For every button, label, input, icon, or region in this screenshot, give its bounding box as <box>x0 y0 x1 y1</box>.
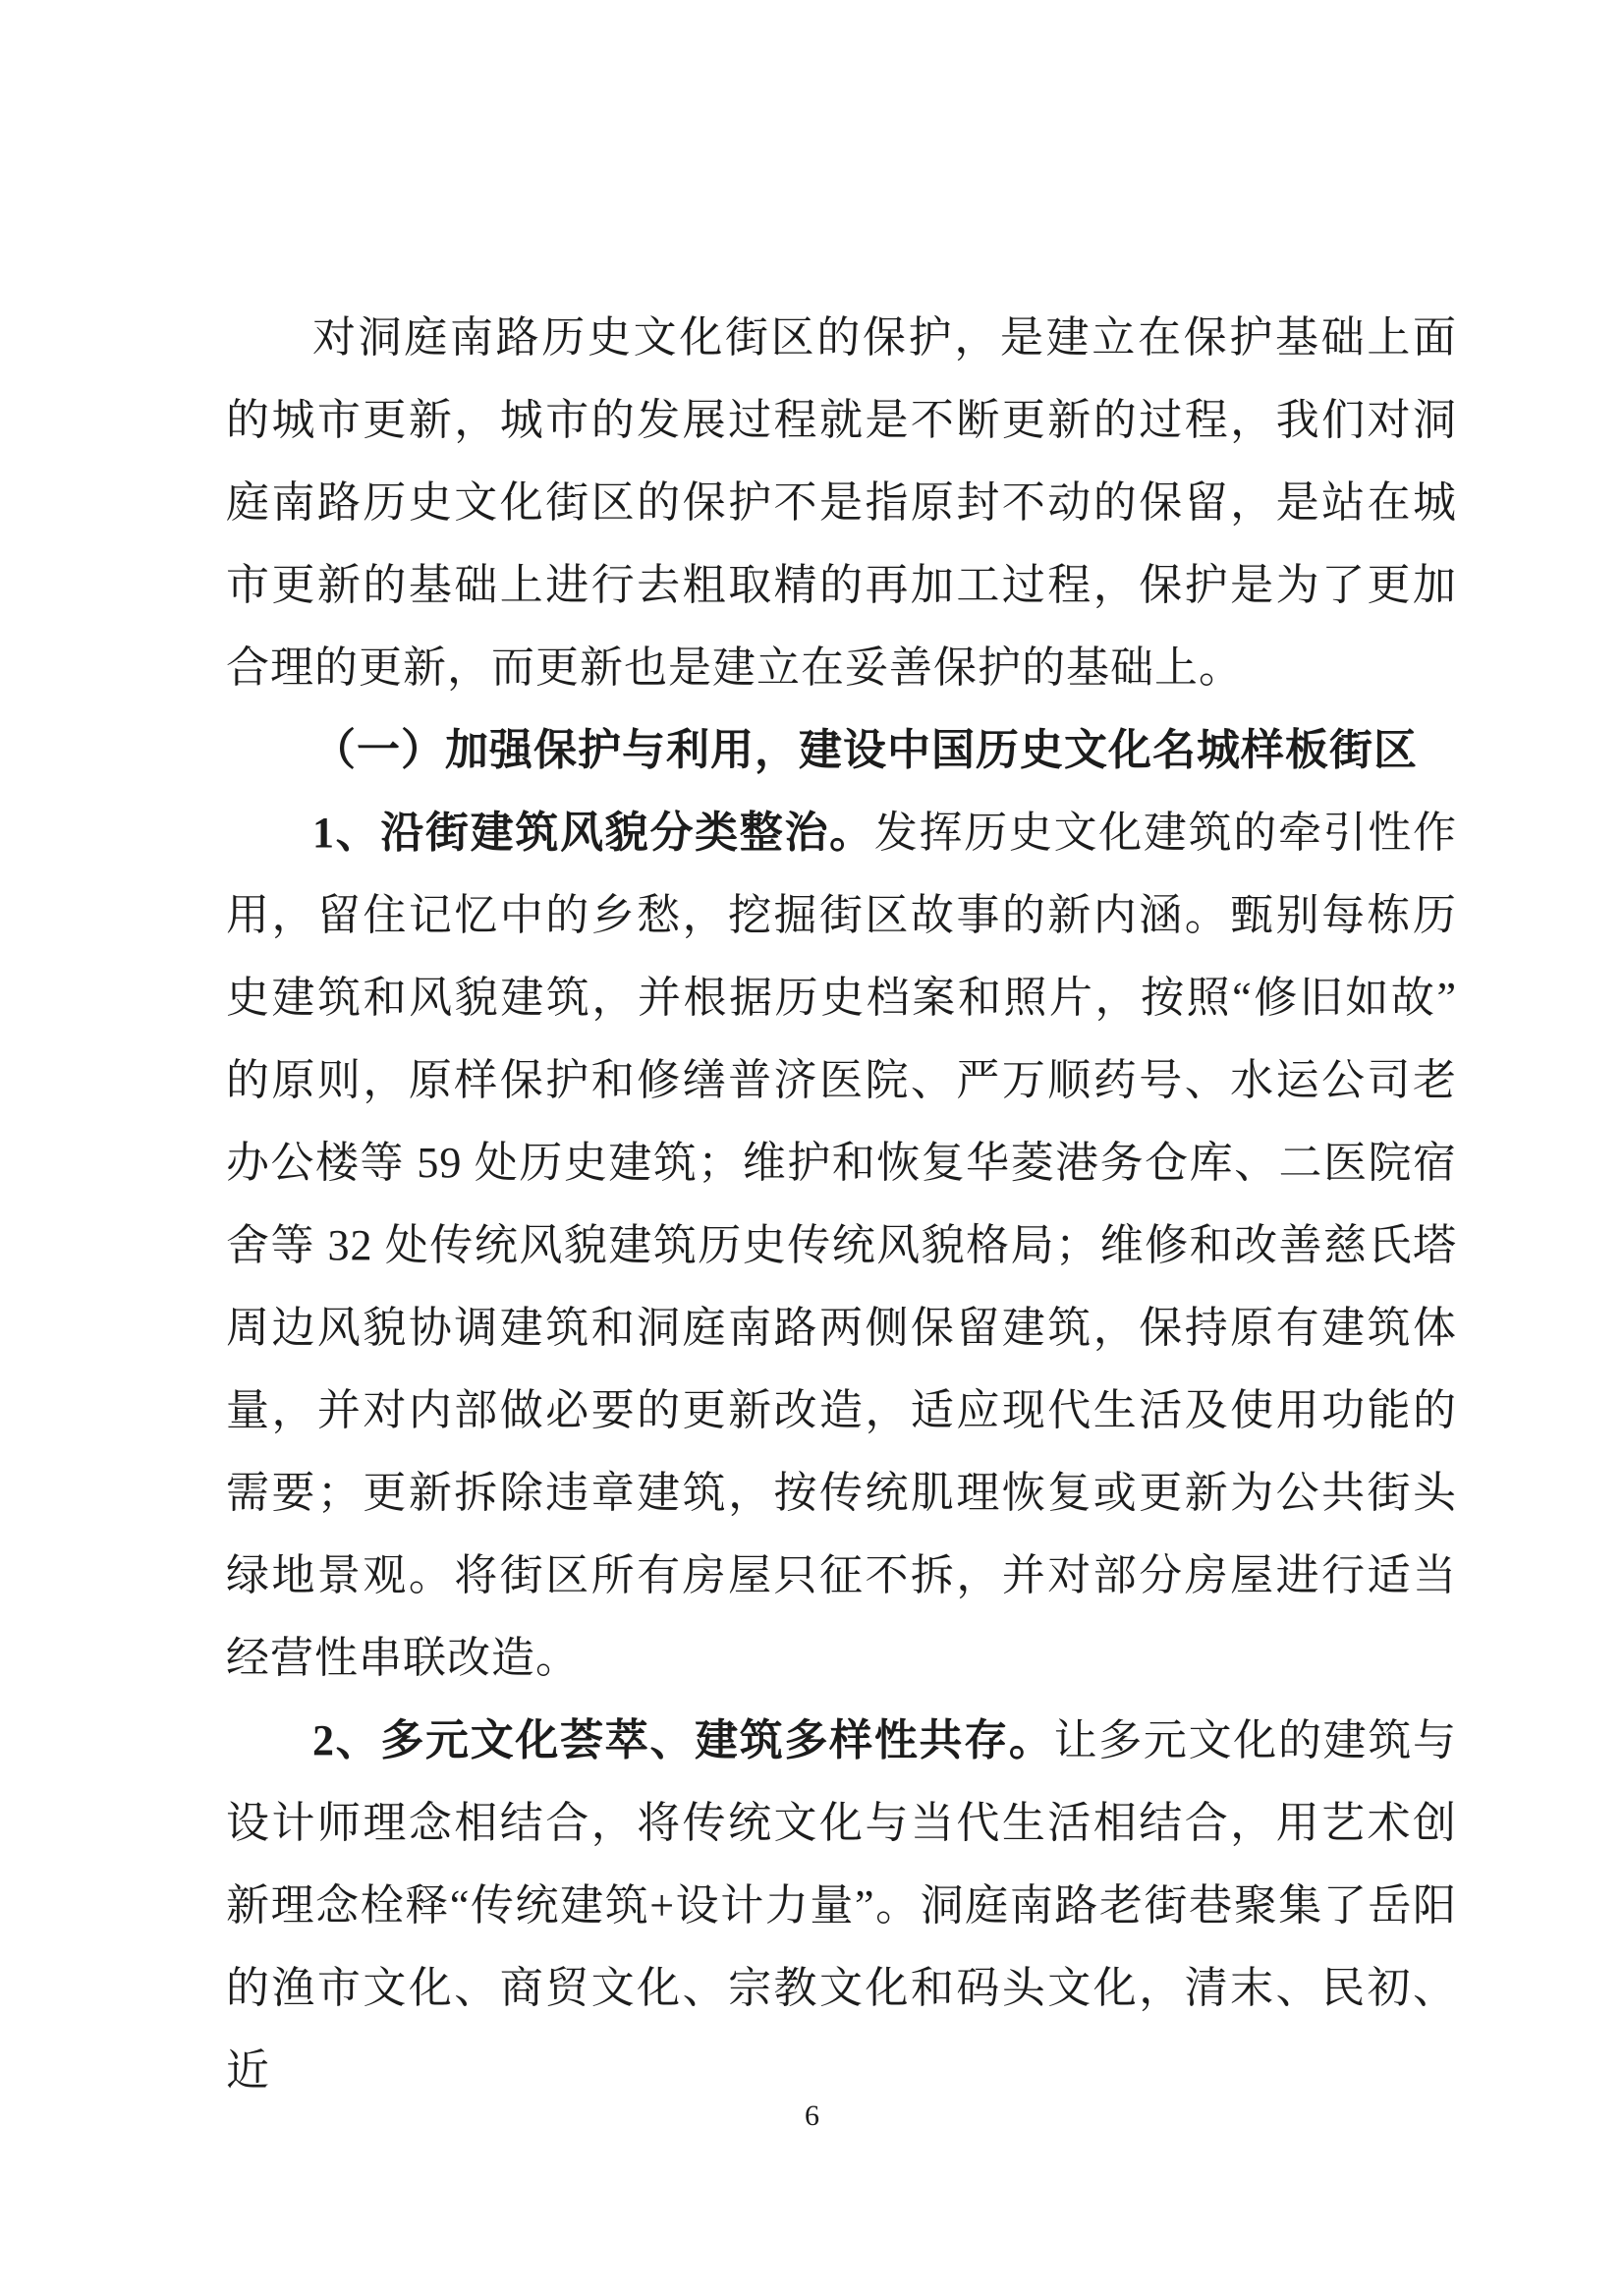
document-body <box>226 297 1457 2112</box>
paragraph-text: 让多元文化的建筑与设计师理念相结合，将传统文化与当代生活相结合，用艺术创新理念栓释“传统建筑+设计力量”。洞庭南路老街巷聚集了岳阳的渔市文化、商贸文化、宗教文化和码头文化，清末、民初、近 <box>226 1716 1458 2095</box>
paragraph-text: 发挥历史文化建筑的牵引性作用，留住记忆中的乡愁，挖掘街区故事的新内涵。甄别每栋历史建筑和风貌建筑，并根据历史档案和照片，按照“修旧如故”的原则，原样保护和修缮普济医院、严万顺药号、水运公司老办公楼等 59 处历史建筑；维护和恢复华菱港务仓库、二医院宿舍等 32 处传统风貌建筑历史传统风貌格局；维修和改善慈氏塔周边风貌协调建筑和洞庭南路两侧保留建筑，保持原有建筑体量，并对内部做必要的更新改造，适应现代生活及使用功能的需要；更新拆除违章建筑，按传统肌理恢复或更新为公共街头绿地景观。将街区所有房屋只征不拆，并对部分房屋进行适当经营性串联改造。 <box>226 809 1458 1682</box>
paragraph-item-1 <box>226 792 1457 1700</box>
paragraph-text: 对洞庭南路历史文化街区的保护，是建立在保护基础上面的城市更新，城市的发展过程就是不断更新的过程，我们对洞庭南路历史文化街区的保护不是指原封不动的保留，是站在城市更新的基础上进行去粗取精的再加工过程，保护是为了更加合理的更新，而更新也是建立在妥善保护的基础上。 <box>226 313 1457 692</box>
paragraph-item-2 <box>226 1700 1457 2112</box>
section-heading <box>226 709 1457 792</box>
paragraph-lead: 1、沿街建筑风貌分类整治。 <box>312 809 874 857</box>
page-number: 6 <box>805 2099 819 2132</box>
section-heading-text: （一）加强保护与利用，建设中国历史文化名城样板街区 <box>312 726 1418 774</box>
paragraph-lead: 2、多元文化荟萃、建筑多样性共存。 <box>312 1716 1054 1764</box>
paragraph-intro <box>226 297 1457 709</box>
